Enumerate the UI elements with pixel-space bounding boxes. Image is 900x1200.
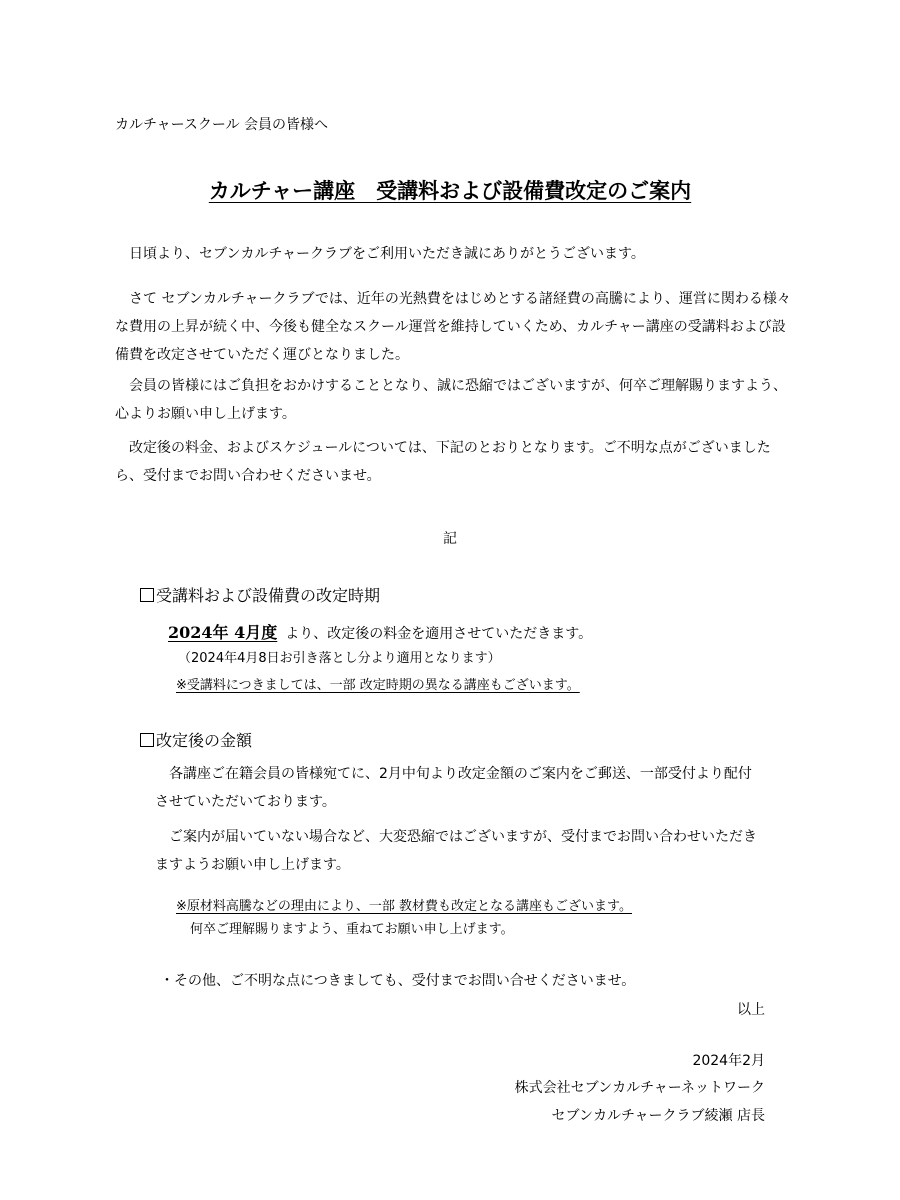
debit-note: （2024年4月8日お引き落とし分より適用となります）: [178, 651, 501, 666]
revision-date-rest: より、改定後の料金を適用させていただきます。: [285, 626, 593, 642]
revision-date: 2024年 4月度: [168, 623, 278, 642]
revision-date-line: [168, 620, 592, 643]
apology-paragraph: 会員の皆様にはご負担をおかけすることとなり、誠に恐縮ではございますが、何卒ご理解賜りますよう、心よりお願い申し上げます。: [115, 378, 787, 422]
store-manager: セブンカルチャークラブ綾瀬 店長: [551, 1108, 765, 1124]
amount-notice-paragraph: 各講座ご在籍会員の皆様宛てに、2月中旬より改定金額のご案内をご郵送、一部受付より配付させていただいております。: [155, 766, 752, 810]
ijou-label: 以上: [737, 1002, 765, 1018]
company-name: 株式会社セブンカルチャーネットワーク: [514, 1080, 765, 1096]
other-inquiries: ・その他、ご不明な点につきましても、受付までお問い合せくださいませ。: [160, 973, 636, 989]
issue-date: 2024年2月: [692, 1053, 765, 1069]
section2-heading: [140, 728, 252, 751]
checkbox-square-icon: [140, 588, 154, 602]
contact-paragraph: ご案内が届いていない場合など、大変恐縮ではございますが、受付までお問い合わせいただきますようお願い申し上げます。: [155, 829, 757, 873]
section1-heading: [140, 583, 380, 606]
ki-label: 記: [443, 531, 457, 547]
intro-paragraph: 日頃より、セブンカルチャークラブをご利用いただき誠にありがとうございます。: [115, 246, 645, 262]
understanding-note: 何卒ご理解賜りますよう、重ねてお願い申し上げます。: [190, 922, 514, 937]
section2-heading-text: 改定後の金額: [156, 731, 253, 750]
reason-paragraph: さて セブンカルチャークラブでは、近年の光熱費をはじめとする諸経費の高騰により、運営に関わる様々な費用の上昇が続く中、今後も健全なスクール運営を維持していくため、カルチャー講座の受講料および設備費を改定させていただく運びとなりました。: [115, 291, 791, 363]
exception-note: ※受講料につきましては、一部 改定時期の異なる講座もございます。: [176, 678, 580, 693]
checkbox-square-icon: [140, 733, 154, 747]
document-title-text: カルチャー講座 受講料および設備費改定のご案内: [208, 178, 692, 203]
material-fee-note: ※原材料高騰などの理由により、一部 教材費も改定となる講座もございます。: [176, 899, 632, 914]
schedule-paragraph: 改定後の料金、およびスケジュールについては、下記のとおりとなります。ご不明な点がございましたら、受付までお問い合わせくださいませ。: [115, 440, 771, 484]
section1-heading-text: 受講料および設備費の改定時期: [156, 586, 381, 605]
document-title: [0, 175, 900, 205]
addressee: カルチャースクール 会員の皆様へ: [115, 117, 329, 133]
